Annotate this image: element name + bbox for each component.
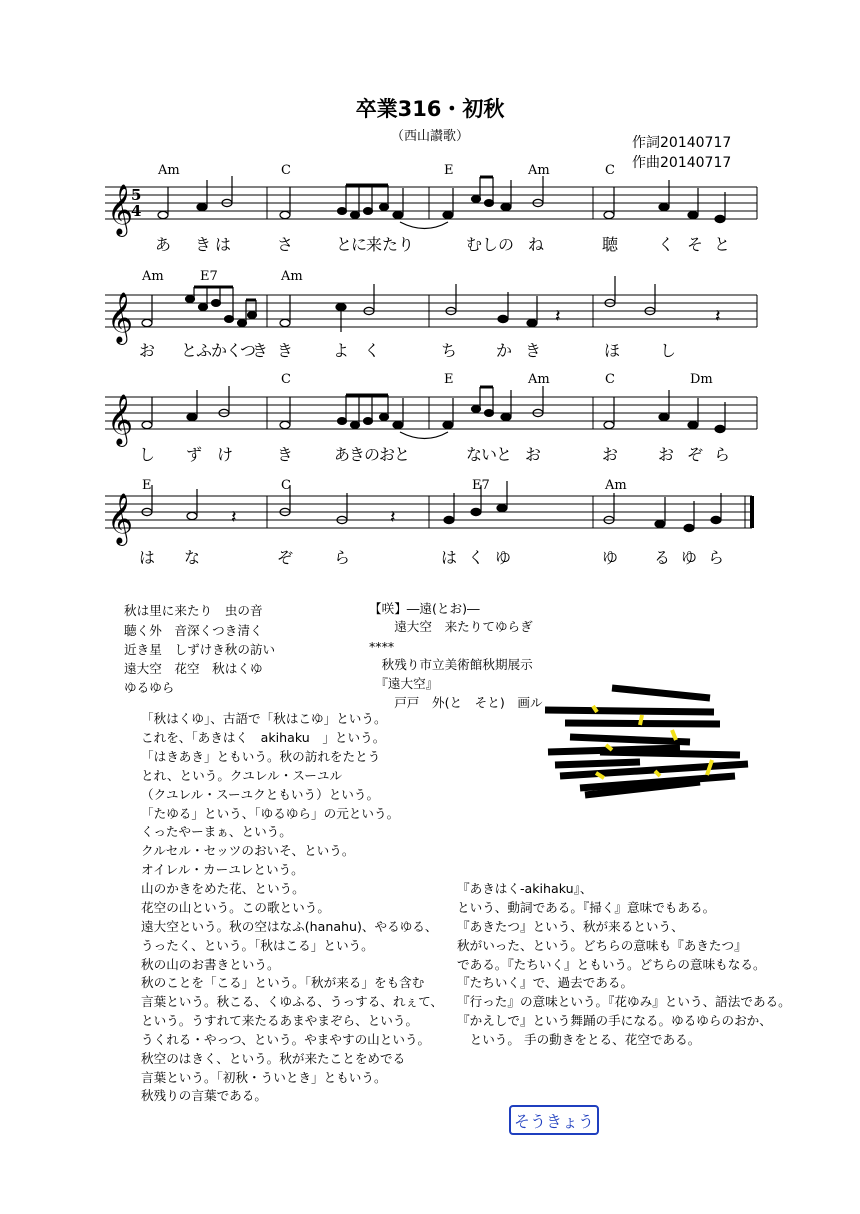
essay-line: 言葉という。「初秋・ういとき」ともいう。 <box>141 1070 387 1085</box>
lyric-syllable: お <box>658 445 675 464</box>
essay-line: 遠大空という。秋の空はなふ(hanahu)、やるゆる、 <box>141 919 438 934</box>
notes-system-1 <box>158 176 725 229</box>
verse-line: 秋は里に来たり 虫の音 <box>124 603 263 618</box>
svg-text:4: 4 <box>131 202 142 220</box>
lyric-syllable: な <box>184 548 201 567</box>
lyric-syllable: い <box>481 445 498 464</box>
lyric-syllable: ら <box>708 548 725 567</box>
lyric-syllable: ぞ <box>687 445 704 464</box>
lyric-syllable: と <box>496 445 513 464</box>
sokyo-stamp: そうきょう <box>509 1105 599 1135</box>
essay-line: （クユレル・スーユクともいう）という。 <box>141 787 380 802</box>
essay-line: 花空の山という。この歌という。 <box>141 900 330 915</box>
essay-line: 秋がいった、という。どちらの意味も『あきたつ』 <box>457 938 747 953</box>
lyric-syllable: の <box>498 235 515 254</box>
lyric-syllable: た <box>382 235 399 254</box>
chord: E <box>444 163 454 178</box>
note-line: 秋残り市立美術館秋期展示 <box>369 657 533 672</box>
lyric-syllable: け <box>217 445 234 464</box>
lyric-syllable: の <box>364 445 381 464</box>
note-line: 【咲】―遠(とお)― <box>369 601 480 616</box>
lyric-syllable: ち <box>441 341 458 360</box>
essay-line: くったやーまぁ、という。 <box>141 824 292 839</box>
svg-text:𝄽: 𝄽 <box>390 507 396 528</box>
essay-line: である。『たちいく』ともいう。どちらの意味もなる。 <box>457 957 766 972</box>
essay-line: とれ、という。クユレル・スーユル <box>141 768 343 783</box>
lyric-syllable: と <box>181 341 198 360</box>
lyric-syllable: り <box>398 235 415 254</box>
lyric-syllable: あ <box>334 445 351 464</box>
lyric-syllable: ね <box>528 235 545 254</box>
lyric-syllable: ふ <box>196 341 213 360</box>
svg-text:𝄞: 𝄞 <box>107 292 134 343</box>
essay-line: 言葉という。秋こる、くゆふる、うっする、れぇて、 <box>141 994 443 1009</box>
chord: Dm <box>690 372 713 387</box>
final-barline <box>750 496 754 528</box>
staff-system-2 <box>105 295 757 327</box>
lyric-syllable: つ <box>240 341 257 360</box>
staff-system-3 <box>105 397 757 429</box>
chord: E7 <box>472 478 490 493</box>
chord: E <box>444 372 454 387</box>
chord: C <box>605 372 615 387</box>
lyric-syllable: そ <box>687 235 704 254</box>
lyric-syllable: お <box>602 445 619 464</box>
chord: Am <box>158 163 180 178</box>
lyric-syllable: と <box>336 235 353 254</box>
lyric-syllable: あ <box>155 235 172 254</box>
lyricist-credit: 作詞20140717 <box>632 135 732 151</box>
essay-line: 「秋はくゆ」、古語で「秋はこゆ」という。 <box>141 711 387 726</box>
chord: Am <box>281 269 303 284</box>
note-line: 戸戸 外(と そと) 画ル <box>369 695 543 710</box>
lyric-syllable: ら <box>334 548 351 567</box>
lyric-syllable: き <box>252 341 269 360</box>
abstract-stroke-artwork <box>545 688 748 795</box>
lyric-syllable: よ <box>333 341 350 360</box>
lyric-syllable: ほ <box>604 341 621 360</box>
lyric-syllable: ぞ <box>277 548 294 567</box>
essay-line: 「はきあき」ともいう。秋の訪れをたとう <box>141 749 381 764</box>
essay-line: うったく、という。「秋はこる」という。 <box>141 938 374 953</box>
lyric-syllable: し <box>660 341 677 360</box>
essay-line: 『たちいく』で、過去である。 <box>457 975 634 990</box>
lyric-syllable: か <box>496 341 513 360</box>
svg-text:𝄞: 𝄞 <box>107 493 134 544</box>
lyric-syllable: は <box>139 548 156 567</box>
chord: E7 <box>200 269 218 284</box>
essay-line: という、動詞である。『掃く』意味でもある。 <box>457 900 716 915</box>
notes-system-3 <box>142 386 725 439</box>
notes-system-2 <box>142 276 655 332</box>
lyric-syllable: く <box>658 235 675 254</box>
chord: C <box>605 163 615 178</box>
note-line: **** <box>369 639 395 654</box>
note-line: 『遠大空』 <box>369 676 439 691</box>
essay-line: オイレル・カーユレという。 <box>141 862 304 877</box>
lyric-syllable: と <box>394 445 411 464</box>
lyric-syllable: な <box>466 445 483 464</box>
essay-line: 秋のことを「こる」という。「秋が来る」をも含む <box>141 975 425 990</box>
essay-line: 秋空のはきく、という。秋が来たことをめでる <box>141 1051 406 1066</box>
lyric-syllable: は <box>441 548 458 567</box>
essay-line: という。うすれて来たるあまやまぞら、という。 <box>141 1013 419 1028</box>
note-line: 遠大空 来たりてゆらぎ <box>369 619 533 634</box>
essay-line: 秋残りの言葉である。 <box>141 1088 267 1103</box>
chord: Am <box>528 163 550 178</box>
essay-line: これを、「あきはく akihaku 」という。 <box>141 730 386 745</box>
essay-line: クルセル・セッツのおいそ、という。 <box>141 843 355 858</box>
chord: Am <box>528 372 550 387</box>
lyric-syllable: ゆ <box>602 548 619 567</box>
lyric-syllable: き <box>525 341 542 360</box>
lyric-syllable: 聴 <box>602 235 619 254</box>
svg-text:𝄽: 𝄽 <box>555 306 561 327</box>
lyric-syllable: き <box>277 445 294 464</box>
chord: C <box>281 372 291 387</box>
lyric-syllable: き <box>277 341 294 360</box>
chord: E <box>142 478 152 493</box>
lyric-syllable: る <box>654 548 671 567</box>
svg-text:𝄽: 𝄽 <box>715 306 721 327</box>
page-title: 卒業316・初秋 <box>355 97 505 121</box>
svg-text:𝄞: 𝄞 <box>107 394 134 445</box>
lyric-syllable: ゆ <box>681 548 698 567</box>
lyric-syllable: か <box>211 341 228 360</box>
chord: Am <box>605 478 627 493</box>
lyric-syllable: さ <box>277 235 294 254</box>
lyric-syllable: と <box>714 235 731 254</box>
essay-line: 「たゆる」という、「ゆるゆら」の元という。 <box>141 806 400 821</box>
lyric-syllable: お <box>139 341 156 360</box>
lyric-syllable: お <box>525 445 542 464</box>
composer-credit: 作曲20140717 <box>632 155 732 171</box>
lyric-syllable: ら <box>714 445 731 464</box>
lyric-syllable: く <box>364 341 381 360</box>
lyric-syllable: に <box>351 235 368 254</box>
verse-line: 近き星 しずけき秋の訪い <box>124 642 276 657</box>
verse-line: 遠大空 花空 秋はくゆ <box>124 661 263 676</box>
svg-text:𝄽: 𝄽 <box>231 507 237 528</box>
time-signature <box>131 186 141 220</box>
essay-line: うくれる・やっつ、という。やまやすの山という。 <box>141 1032 431 1047</box>
lyric-syllable: 来 <box>366 235 383 254</box>
lyric-syllable: く <box>226 341 243 360</box>
notes-system-4 <box>142 481 721 532</box>
svg-text:𝄞: 𝄞 <box>107 184 134 235</box>
lyric-syllable: き <box>195 235 212 254</box>
essay-line: 『かえしで』という舞踊の手になる。ゆるゆらのおか、 <box>457 1013 772 1028</box>
chord: Am <box>142 269 164 284</box>
essay-line: 『あきはく-akihaku』、 <box>457 881 593 896</box>
lyric-syllable: く <box>468 548 485 567</box>
lyric-syllable: ず <box>186 445 203 464</box>
essay-line: という。 手の動きをとる、花空である。 <box>457 1032 701 1047</box>
lyric-syllable: は <box>215 235 232 254</box>
essay-line: 山のかきをめた花、という。 <box>141 881 305 896</box>
essay-line: 『行った』の意味という。『花ゆみ』という、語法である。 <box>457 994 791 1009</box>
treble-clef-icon <box>107 184 133 546</box>
chord: C <box>281 163 291 178</box>
essay-line: 秋の山のお書きという。 <box>141 957 280 972</box>
essay-line: 『あきたつ』という、秋が来るという、 <box>457 919 684 934</box>
page-subtitle: （西山讃歌） <box>390 129 469 144</box>
verse-line: ゆるゆら <box>124 680 175 695</box>
lyric-syllable: むし <box>466 235 499 254</box>
chord: C <box>281 478 291 493</box>
lyric-syllable: ゆ <box>495 548 512 567</box>
svg-text:5: 5 <box>131 186 142 204</box>
rests <box>231 306 721 528</box>
lyric-syllable: お <box>379 445 396 464</box>
lyric-syllable: き <box>349 445 366 464</box>
verse-line: 聴く外 音深くつき清く <box>124 623 263 638</box>
lyric-syllable: し <box>139 445 156 464</box>
